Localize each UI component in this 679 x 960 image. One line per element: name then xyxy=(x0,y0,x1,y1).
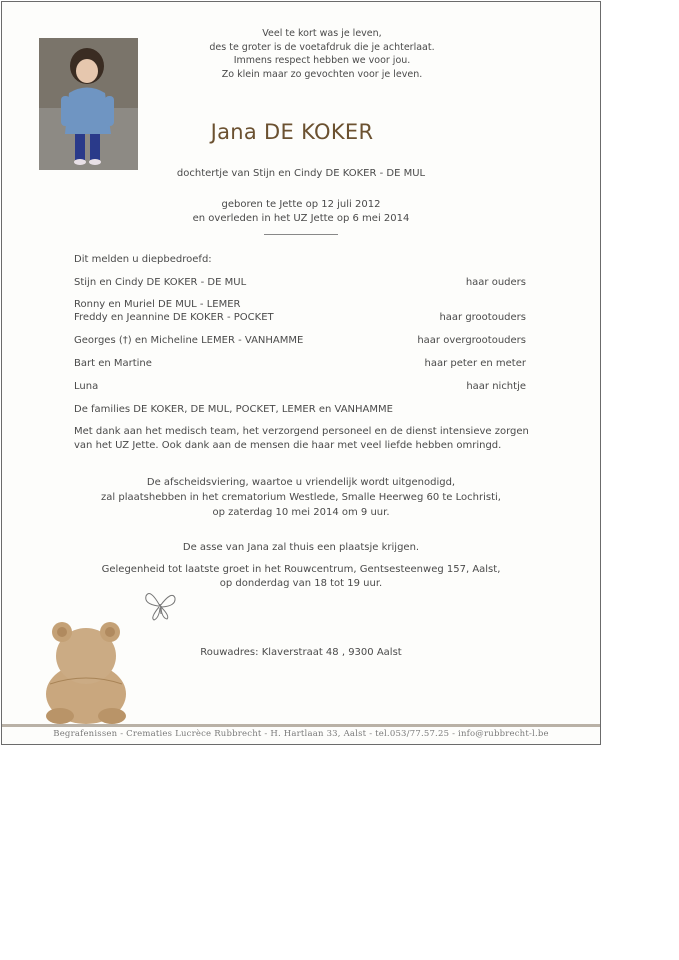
poem-line: Zo klein maar zo gevochten voor je leven. xyxy=(221,68,423,80)
family-relation: haar peter en meter xyxy=(424,358,526,369)
family-row xyxy=(74,334,526,348)
family-row xyxy=(74,380,526,394)
families-line: De families DE KOKER, DE MUL, POCKET, LEMER en VANHAMME xyxy=(74,404,393,415)
visit-line: op donderdag van 18 tot 19 uur. xyxy=(219,577,383,589)
poem-line: des te groter is de voetafdruk die je achterlaat. xyxy=(209,41,435,53)
family-relation: haar overgrootouders xyxy=(417,335,526,346)
family-names: Bart en Martine xyxy=(74,358,152,369)
family-names: Stijn en Cindy DE KOKER - DE MUL xyxy=(74,277,247,288)
divider xyxy=(264,234,338,235)
footer-divider xyxy=(2,724,600,727)
obituary-card xyxy=(1,1,601,745)
deceased-name: Jana DE KOKER xyxy=(210,120,374,144)
poem-line: Veel te kort was je leven, xyxy=(262,28,382,39)
poem xyxy=(162,27,482,81)
family-row xyxy=(74,357,526,371)
family-relation: haar nichtje xyxy=(466,381,526,392)
parents-line: dochtertje van Stijn en Cindy DE KOKER - DE MUL xyxy=(176,168,426,179)
farewell-line: zal plaatshebben in het crematorium Westlede, Smalle Heerweg 60 te Lochristi, xyxy=(101,492,501,503)
poem-line: Immens respect hebben we voor jou. xyxy=(233,55,411,66)
butterfly-icon xyxy=(140,584,180,624)
family-row xyxy=(74,298,526,312)
family-names: Ronny en Muriel DE MUL - LEMER xyxy=(74,299,241,310)
family-relation: haar grootouders xyxy=(439,312,526,323)
portrait-photo xyxy=(39,38,138,170)
death-line: en overleden in het UZ Jette op 6 mei 2014 xyxy=(192,213,410,224)
announcement: Dit melden u diepbedroefd: xyxy=(74,254,212,265)
thanks-paragraph xyxy=(74,425,534,452)
child-photo-illustration xyxy=(39,38,138,170)
family-names: Freddy en Jeannine DE KOKER - POCKET xyxy=(74,312,274,323)
family-row xyxy=(74,311,526,325)
birth-death xyxy=(2,198,600,226)
family-names: Luna xyxy=(74,381,99,392)
family-relation: haar ouders xyxy=(465,277,526,288)
visit-paragraph xyxy=(2,563,600,590)
mourning-address: Rouwadres: Klaverstraat 48 , 9300 Aalst xyxy=(200,647,402,658)
farewell-line: op zaterdag 10 mei 2014 om 9 uur. xyxy=(212,507,390,518)
visit-line: Gelegenheid tot laatste groet in het Rouwcentrum, Gentsesteenweg 157, Aalst, xyxy=(101,564,501,575)
teddy-bear-icon xyxy=(40,614,132,726)
undertaker-footer: Begrafenissen - Crematies Lucrèce Rubbrecht - H. Hartlaan 33, Aalst - tel.053/77.57.25 - info@rubbrecht-l.be xyxy=(53,729,549,739)
thanks-line: van het UZ Jette. Ook dank aan de mensen die haar met veel liefde hebben omringd. xyxy=(74,439,502,451)
family-names: Georges (†) en Micheline LEMER - VANHAMME xyxy=(74,335,304,346)
farewell-line: De afscheidsviering, waartoe u vriendelijk wordt uitgenodigd, xyxy=(146,477,456,488)
thanks-line: Met dank aan het medisch team, het verzorgend personeel en de dienst intensieve zorgen xyxy=(74,426,529,437)
ashes-line: De asse van Jana zal thuis een plaatsje krijgen. xyxy=(182,542,420,553)
family-row xyxy=(74,276,526,290)
farewell-paragraph xyxy=(2,475,600,520)
birth-line: geboren te Jette op 12 juli 2012 xyxy=(221,199,381,210)
